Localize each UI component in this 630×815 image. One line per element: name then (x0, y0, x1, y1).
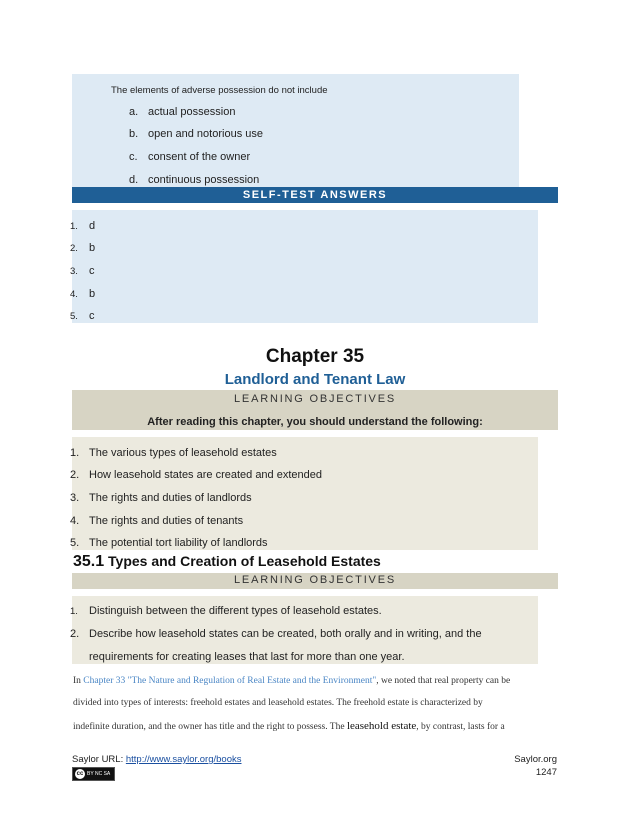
list-item: 3. The rights and duties of landlords (70, 492, 252, 504)
objectives-heading: LEARNING OBJECTIVES (234, 574, 396, 586)
body-line: divided into types of interests: freehold estates and leasehold estates. The freehold estate is characterized by (73, 698, 483, 708)
body-line: In Chapter 33 "The Nature and Regulation of Real Estate and the Environment", we noted that real property can be (73, 676, 511, 686)
list-item: 4. The rights and duties of tenants (70, 515, 244, 527)
list-item: 1. Distinguish between the different types of leasehold estates. (70, 605, 382, 617)
list-item-continuation: requirements for creating leases that last for more than one year. (89, 651, 405, 663)
section-heading: 35.1 Types and Creation of Leasehold Estates (73, 553, 381, 570)
page-number: 1247 (535, 767, 557, 778)
option-a: a. actual possession (129, 106, 236, 118)
option-c: c. consent of the owner (129, 151, 251, 163)
answer-row: 2. b (70, 242, 96, 254)
objectives-intro: After reading this chapter, you should understand the following: (147, 416, 483, 428)
list-item: 1. The various types of leasehold estates (70, 447, 277, 459)
answer-row: 3. c (70, 265, 95, 277)
list-item: 5. The potential tort liability of landlords (70, 537, 268, 549)
creative-commons-badge[interactable] (72, 767, 115, 781)
option-b: b. open and notorious use (129, 128, 263, 140)
saylor-books-link[interactable]: http://www.saylor.org/books (125, 754, 242, 765)
chapter-33-link[interactable]: Chapter 33 "The Nature and Regulation of Real Estate and the Environment" (83, 676, 377, 686)
answers-box (72, 210, 538, 323)
cc-icon: cc (76, 771, 84, 777)
question-prompt: The elements of adverse possession do not include (111, 85, 328, 96)
answer-row: 5. c (70, 310, 95, 322)
objectives-heading: LEARNING OBJECTIVES (234, 393, 396, 405)
self-test-banner: SELF-TEST ANSWERS (72, 187, 558, 203)
list-item: 2. Describe how leasehold states can be created, both orally and in writing, and the (70, 628, 482, 640)
chapter-title: Landlord and Tenant Law (224, 371, 406, 388)
footer-url: Saylor URL: http://www.saylor.org/books (72, 754, 242, 765)
chapter-number: Chapter 35 (265, 346, 365, 367)
key-term: leasehold estate (346, 720, 417, 732)
footer-site: Saylor.org (514, 754, 557, 765)
list-item: 2. How leasehold states are created and extended (70, 469, 322, 481)
license-text: BY NC SA (87, 770, 111, 777)
option-d: d. continuous possession (129, 174, 260, 186)
body-line: indefinite duration, and the owner has title and the right to possess. The leasehold estate, by contrast, lasts for a (73, 720, 505, 732)
answer-row: 4. b (70, 288, 96, 300)
answer-row: 1. d (70, 220, 96, 232)
